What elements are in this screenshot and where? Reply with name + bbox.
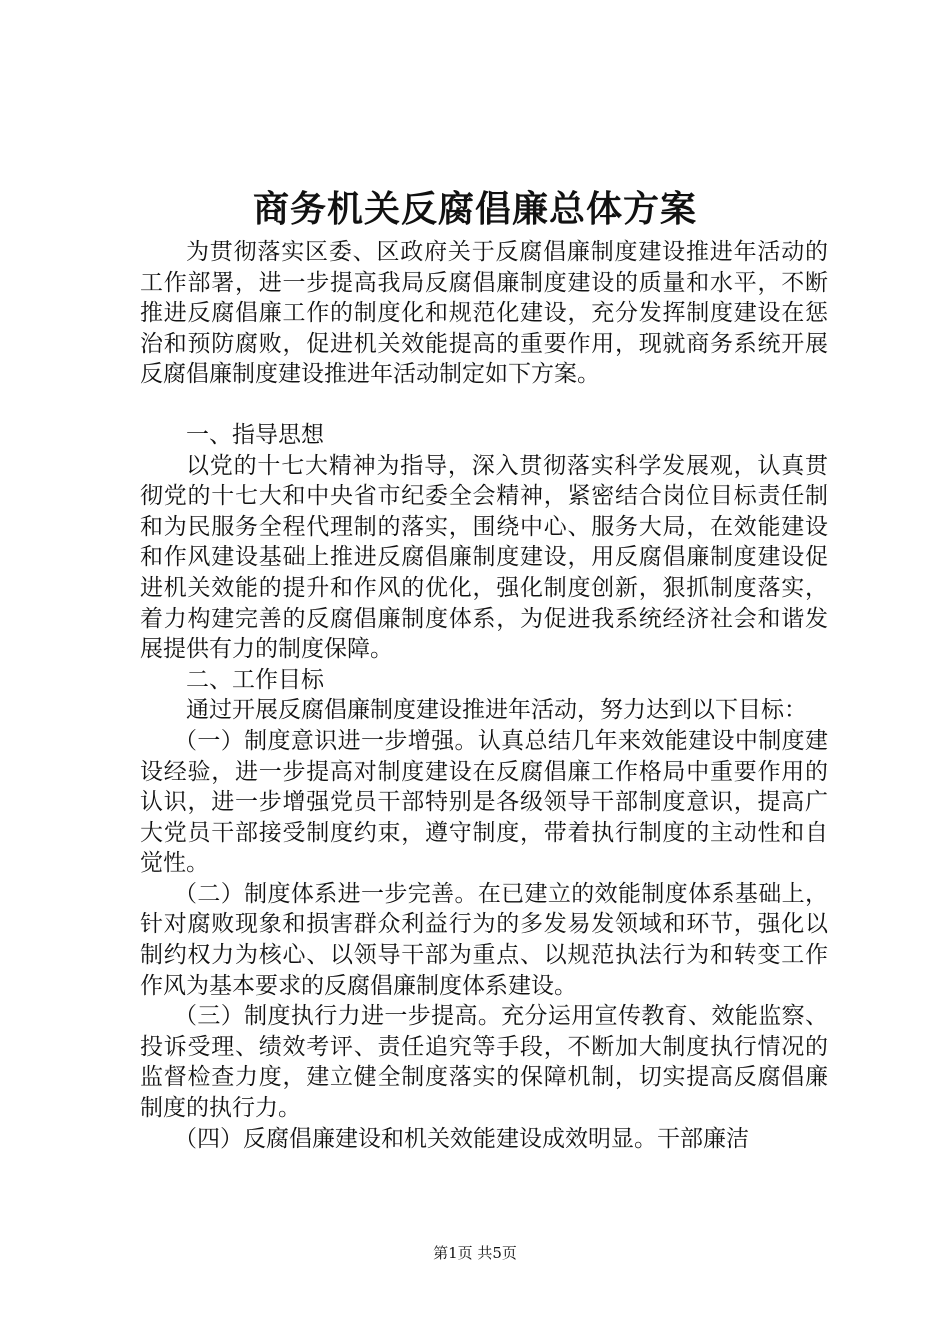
goal-item-2: （二）制度体系进一步完善。在已建立的效能制度体系基础上，针对腐败现象和损害群众利益行为的多发易发领域和环节，强化以制约权力为核心、以领导干部为重点、以规范执法行为和转变工作作风为基本要求的反腐倡廉制度体系建设。 bbox=[140, 880, 828, 999]
document-body bbox=[140, 237, 828, 1154]
goal-item-4: （四）反腐倡廉建设和机关效能建设成效明显。干部廉洁 bbox=[174, 1125, 749, 1152]
intro-paragraph: 为贯彻落实区委、区政府关于反腐倡廉制度建设推进年活动的工作部署，进一步提高我局反腐倡廉制度建设的质量和水平，不断推进反腐倡廉工作的制度化和规范化建设，充分发挥制度建设在惩治和预防腐败，促进机关效能提高的重要作用，现就商务系统开展反腐倡廉制度建设推进年活动制定如下方案。 bbox=[140, 239, 828, 388]
section-heading-work-goals: 二、工作目标 bbox=[186, 666, 324, 693]
work-goals-intro-paragraph: 通过开展反腐倡廉制度建设推进年活动，努力达到以下目标： bbox=[186, 697, 807, 724]
guiding-thought-paragraph: 以党的十七大精神为指导，深入贯彻落实科学发展观，认真贯彻党的十七大和中央省市纪委全会精神，紧密结合岗位目标责任制和为民服务全程代理制的落实，围绕中心、服务大局，在效能建设和作风建设基础上推进反腐倡廉制度建设，用反腐倡廉制度建设促进机关效能的提升和作风的优化，强化制度创新，狠抓制度落实，着力构建完善的反腐倡廉制度体系，为促进我系统经济社会和谐发展提供有力的制度保障。 bbox=[140, 452, 828, 663]
section-heading-guiding-thought: 一、指导思想 bbox=[186, 421, 324, 448]
page-footer: 第1页 共5页 bbox=[433, 1244, 517, 1262]
document-title: 商务机关反腐倡廉总体方案 bbox=[252, 188, 697, 230]
goal-item-3: （三）制度执行力进一步提高。充分运用宣传教育、效能监察、投诉受理、绩效考评、责任追究等手段，不断加大制度执行情况的监督检查力度，建立健全制度落实的保障机制，切实提高反腐倡廉制度的执行力。 bbox=[140, 1003, 828, 1122]
goal-item-1: （一）制度意识进一步增强。认真总结几年来效能建设中制度建设经验，进一步提高对制度建设在反腐倡廉工作格局中重要作用的认识，进一步增强党员干部特别是各级领导干部制度意识，提高广大党员干部接受制度约束，遵守制度，带着执行制度的主动性和自觉性。 bbox=[140, 727, 828, 877]
